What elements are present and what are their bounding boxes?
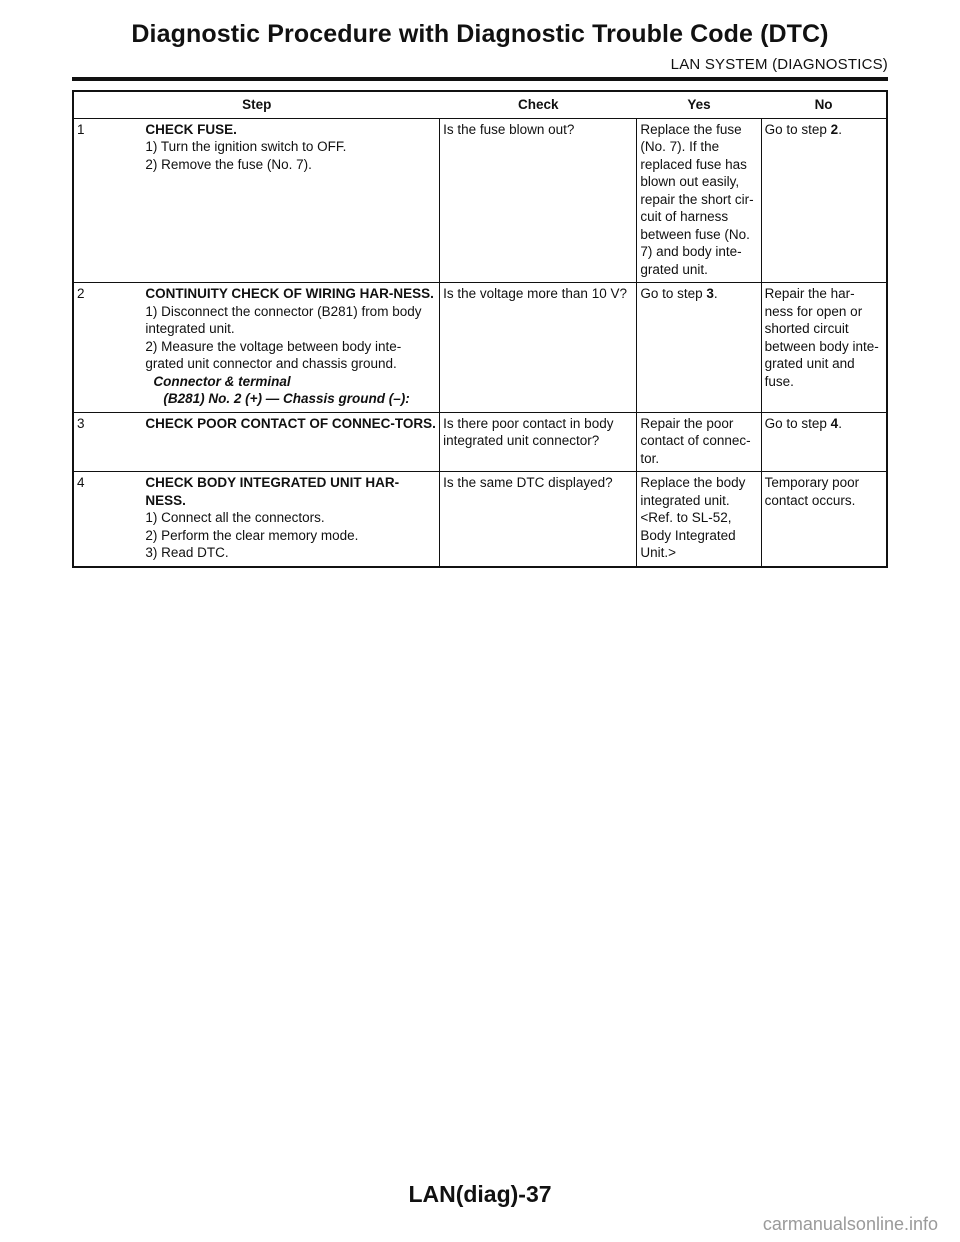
section-title: LAN SYSTEM (DIAGNOSTICS): [670, 56, 888, 73]
step-number: 4: [73, 472, 142, 567]
no-text-suffix: .: [838, 415, 842, 431]
yes-cell: Replace the fuse (No. 7). If the replaced fuse has blown out easily, repair the short cir-cuit of harness between fuse (No. 7) and body inte-grated unit.: [637, 118, 761, 283]
step-reference: 4: [830, 415, 839, 431]
step-number: 3: [73, 412, 142, 472]
step-number: 1: [73, 118, 142, 283]
column-header-no: No: [761, 91, 887, 118]
table-header-row: [73, 91, 887, 118]
connector-label: Connector & terminal: [153, 373, 291, 389]
yes-cell: [637, 283, 761, 413]
no-cell: Repair the har-ness for open or shorted circuit between body inte-grated unit and fuse.: [761, 283, 887, 413]
check-cell: Is there poor contact in body integrated unit connector?: [440, 412, 637, 472]
step-cell: [142, 118, 439, 283]
step-title: CHECK POOR CONTACT OF CONNEC-TORS.: [145, 415, 436, 431]
step-instruction: 2) Perform the clear memory mode.: [145, 527, 359, 543]
check-cell: Is the fuse blown out?: [440, 118, 637, 283]
table-row: [73, 118, 887, 283]
check-cell: Is the same DTC displayed?: [440, 472, 637, 567]
step-instruction: 1) Connect all the connectors.: [145, 510, 325, 525]
step-title: CONTINUITY CHECK OF WIRING HAR-NESS.: [145, 286, 434, 301]
yes-cell: Repair the poor contact of connec-tor.: [637, 412, 761, 472]
connector-terminal: (B281) No. 2 (+) — Chassis ground (–):: [163, 391, 410, 406]
watermark: carmanualsonline.info: [762, 1214, 938, 1234]
column-header-check: Check: [440, 91, 637, 118]
header-divider: [72, 77, 888, 81]
step-reference: 3: [706, 286, 714, 301]
step-instruction: 2) Measure the voltage between body inte-grated unit connector and chassis ground.: [145, 338, 402, 371]
table-row: [73, 283, 887, 413]
no-cell: [761, 412, 887, 472]
no-cell: [761, 118, 887, 283]
no-text: Go to step: [764, 415, 831, 431]
column-header-yes: Yes: [637, 91, 761, 118]
step-cell: [142, 472, 439, 567]
step-instruction: 1) Turn the ignition switch to OFF.: [145, 139, 347, 154]
step-instruction: 3) Read DTC.: [145, 545, 229, 560]
table-row: [73, 472, 887, 567]
table-row: [73, 412, 887, 472]
yes-text: Go to step: [640, 286, 707, 301]
yes-text-suffix: .: [713, 286, 718, 301]
step-cell: [142, 283, 439, 413]
page-title: Diagnostic Procedure with Diagnostic Trouble Code (DTC): [131, 20, 829, 48]
check-cell: Is the voltage more than 10 V?: [440, 283, 637, 413]
step-cell: [142, 412, 439, 472]
step-title: CHECK BODY INTEGRATED UNIT HAR-NESS.: [145, 475, 400, 508]
step-instruction: 1) Disconnect the connector (B281) from body integrated unit.: [145, 303, 422, 336]
no-text-suffix: .: [838, 121, 842, 137]
step-instruction: 2) Remove the fuse (No. 7).: [145, 156, 312, 172]
no-text: Go to step: [764, 121, 831, 137]
step-reference: 2: [830, 121, 839, 137]
page-number: LAN(diag)-37: [408, 1181, 552, 1207]
step-title: CHECK FUSE.: [145, 121, 237, 137]
diagnostic-procedure-table: [72, 90, 888, 568]
column-header-step: Step: [73, 91, 440, 118]
no-cell: Temporary poor contact occurs.: [761, 472, 887, 567]
step-number: 2: [73, 283, 142, 413]
yes-cell: Replace the body integrated unit. <Ref. to SL-52, Body Integrated Unit.>: [637, 472, 761, 567]
